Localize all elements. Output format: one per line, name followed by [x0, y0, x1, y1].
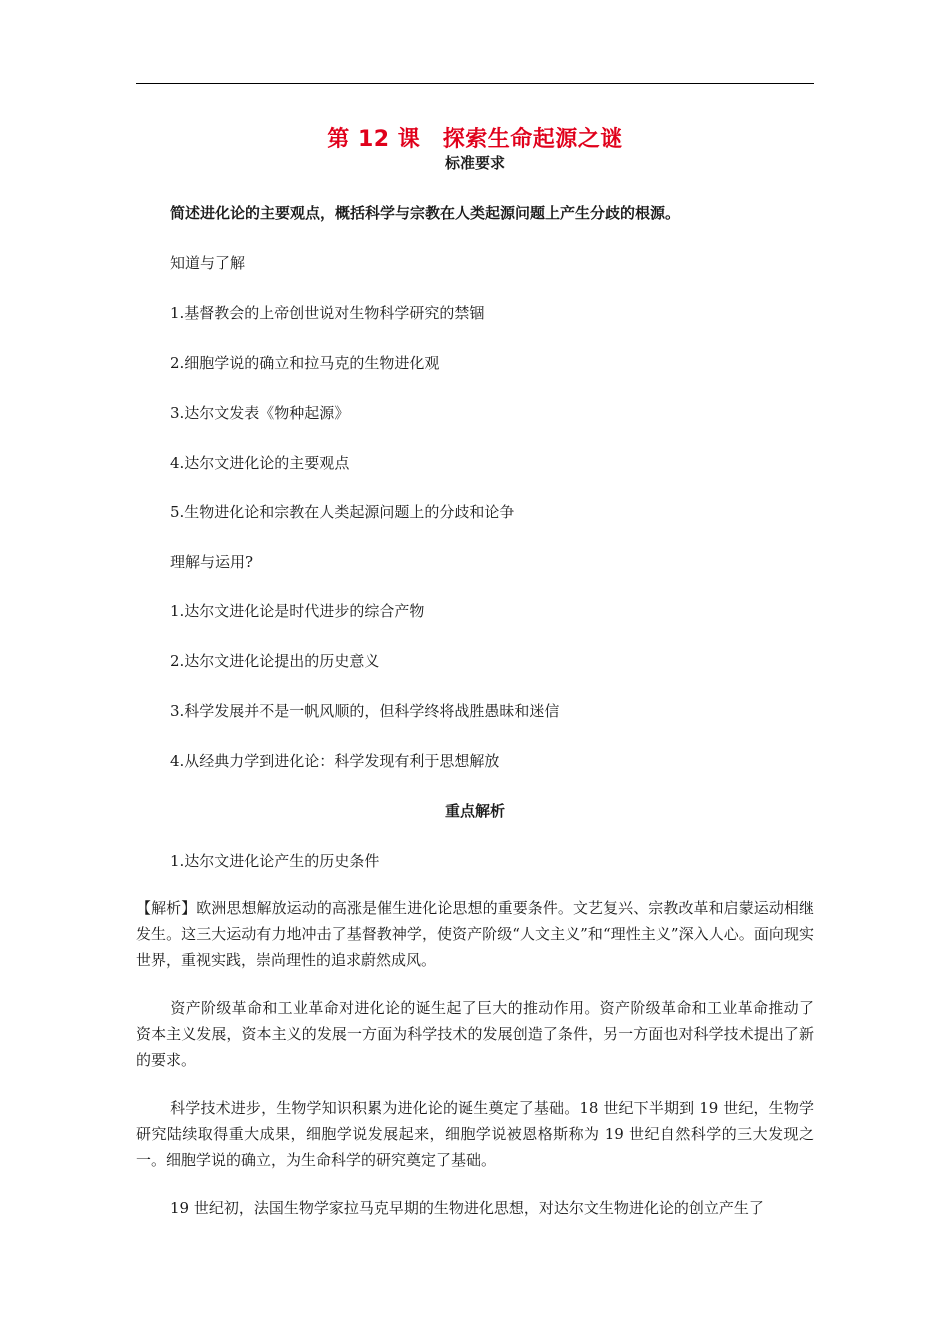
- header-rule: [136, 83, 814, 84]
- apply-item: 2.达尔文进化论提出的历史意义: [170, 652, 380, 670]
- apply-item: 3.科学发展并不是一帆风顺的，但科学终将战胜愚昧和迷信: [170, 702, 560, 720]
- key-heading: 重点解析: [444, 802, 505, 820]
- know-item: 4.达尔文进化论的主要观点: [170, 454, 350, 472]
- apply-item: 4.从经典力学到进化论：科学发现有利于思想解放: [170, 752, 500, 770]
- lesson-title: 第 12 课 探索生命起源之谜: [327, 127, 623, 152]
- body-paragraph: 19 世纪初，法国生物学家拉马克早期的生物进化思想，对达尔文生物进化论的创立产生了: [170, 1199, 764, 1217]
- analysis-label: 【解析】: [136, 899, 197, 917]
- body-paragraph: 科学技术进步，生物学知识积累为进化论的诞生奠定了基础。18 世纪下半期到 19 世纪，生物学研究陆续取得重大成果，细胞学说发展起来，细胞学说被恩格斯称为 19 世纪自然科学的三大发现之一。细胞学说的确立，为生命科学的研究奠定了基础。: [136, 1099, 814, 1169]
- apply-item: 1.达尔文进化论是时代进步的综合产物: [170, 602, 425, 620]
- analysis-paragraph: 【解析】欧洲思想解放运动的高涨是催生进化论思想的重要条件。文艺复兴、宗教改革和启蒙运动相继发生。这三大运动有力地冲击了基督教神学，使资产阶级“人文主义”和“理性主义”深入人心。面向现实世界，重视实践，崇尚理性的追求蔚然成风。: [136, 899, 814, 969]
- body-paragraph: 资产阶级革命和工业革命对进化论的诞生起了巨大的推动作用。资产阶级革命和工业革命推动了资本主义发展，资本主义的发展一方面为科学技术的发展创造了条件，另一方面也对科学技术提出了新的要求。: [136, 999, 814, 1069]
- standard-heading: 标准要求: [444, 154, 505, 172]
- standard-text: 简述进化论的主要观点，概括科学与宗教在人类起源问题上产生分歧的根源。: [170, 204, 681, 222]
- know-item: 3.达尔文发表《物种起源》: [170, 404, 350, 422]
- know-heading: 知道与了解: [170, 254, 246, 272]
- know-item: 5.生物进化论和宗教在人类起源问题上的分歧和论争: [170, 503, 515, 521]
- apply-heading: 理解与运用?: [170, 553, 254, 571]
- know-item: 2.细胞学说的确立和拉马克的生物进化观: [170, 354, 440, 372]
- know-item: 1.基督教会的上帝创世说对生物科学研究的禁锢: [170, 304, 485, 322]
- key-item: 1.达尔文进化论产生的历史条件: [170, 852, 380, 870]
